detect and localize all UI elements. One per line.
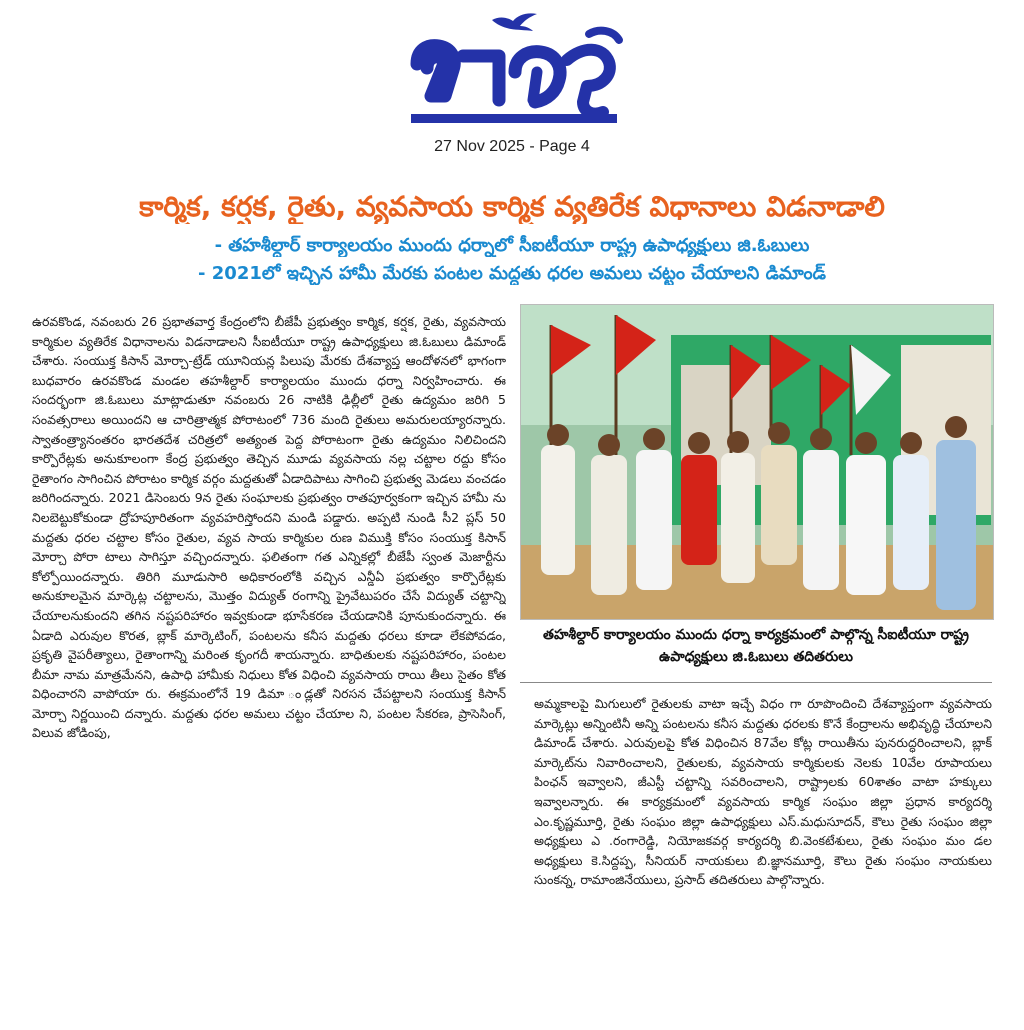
body-text-right: అమ్మకాలపై మిగులులో రైతులకు వాటా ఇచ్చే విధం గా రూపొందించి దేశవ్యాప్తంగా వ్యవసాయ మార్కెట్లు అన్నింటినీ అన్ని పంటలను కనీస మద్దతు ధరలకు కొనే కేంద్రాలను అభివృద్ధి చేయాలని డిమాండ్ చేశారు. ఎరువులపై కోత విధించిన 87వేల కోట్ల రాయితీను పునరుద్ధరించాలని, బ్లాక్ మార్కెట్‌ను నివారించాలని, రైతులకు, వ్యవసాయ కార్మికులకు నెలకు 10వేల రూపాయలు పింఛన్ ఇవ్వాలని, జీఎస్టీ చట్టాన్ని సవరించాలని, రాష్ట్రాలకు 60శాతం వాటా హక్కులు ఇవ్వాలన్నారు. ఈ కార్యక్రమంలో వ్యవసాయ కార్మిక సంఘం జిల్లా ప్రధాన కార్యదర్శి ఎం.కృష్ణమూర్తి, రైతు సంఘం జిల్లా ఉపాధ్యక్షులు ఎస్.మధుసూదన్, కౌలు రైతు సంఘం జిల్లా అధ్యక్షులు ఎ .రంగారెడ్డి, నియోజకవర్గ కార్యదర్శి బి.వెంకటేశులు, రైతు సంఘం మం డల అధ్యక్షులు కె.సిద్దప్ప, సీనియర్ నాయకులు బి.జ్ఞానమూర్తి, కౌలు రైతు సంఘం నాయకులు సుంకన్న, రామాంజినేయులు, ప్రసాద్ తదితరులు పాల్గొన్నారు.: [534, 696, 992, 888]
article-body-left: [32, 312, 506, 1020]
headline: కార్మిక, కర్షక, రైతు, వ్యవసాయ కార్మిక వ్యతిరేక విధానాలు విడనాడాలి: [139, 190, 885, 223]
article-body-right: [534, 694, 992, 1012]
masthead: [0, 6, 1024, 130]
dateline: 27 Nov 2025 - Page 4: [434, 138, 590, 155]
vaartha-logo: [387, 6, 637, 130]
subhead-2: - 2021లో ఇచ్చిన హామీ మేరకు పంటల మద్దతు ధరల అమలు చట్టం చేయాలని డిమాండ్: [198, 263, 826, 284]
logo-underline: [411, 114, 617, 123]
subhead-1: - తహశీల్దార్ కార్యాలయం ముందు ధర్నాలో సీఐటీయూ రాష్ట్ర ఉపాధ్యక్షులు జి.ఓబులు: [214, 235, 810, 256]
body-text-left: ఉరవకొండ, నవంబరు 26 ప్రభాతవార్త కేంద్రంలోని బీజేపీ ప్రభుత్వం కార్మిక, కర్షక, రైతు, వ్యవసాయ కార్మికుల వ్యతిరేక విధానాలను విడనాడాలని సీఐటీయూ రాష్ట్ర ఉపాధ్యక్షులు జి.ఓబులు డిమాండ్ చేశారు. సంయుక్త కిసాన్ మోర్చా-ట్రేడ్ యూనియన్ల పిలుపు మేరకు దేశవ్యాప్త ఆందోళనలో భాగంగా బుధవారం ఉరవకొండ మండల తహశీల్దార్ కార్యాలయం ముందు ధర్నా నిర్వహించారు. ఈ సందర్భంగా జి.ఓబులు మాట్లాడుతూ నవంబరు 26 నాటికి ఢిల్లీలో రైతు ఉద్యమం జరిగి 5 సంవత్సరాలు అయిందని ఆ చారిత్రాత్మక పోరాటంలో 736 మంది రైతులు అమరులయ్యారన్నారు. స్వాతంత్ర్యానంతరం భారతదేశ చరిత్రలో అత్యంత పెద్ద పోరాటంగా రైతు ఉద్యమం నిలిచిందని కార్పొరేట్లకు అనుకూలంగా కేంద్ర ప్రభుత్వం తెచ్చిన మూడు వ్యవసాయ నల్ల చట్టాల రద్దు కోసం రైతాంగం సాగించిన పోరాటం కార్మిక వర్గం మద్దతుతో ఏడాదిపాటు సాగించి ప్రభుత్వ మెడలు వంచడం జరిగిందన్నారు. 2021 డిసెంబరు 9న రైతు సంఘాలకు ప్రభుత్వం రాతపూర్వకంగా ఇచ్చిన హామీ ను నిలబెట్టుకోకుండా ద్రోహపూరితంగా వ్యవహరిస్తోందని మండి పడ్డారు. అప్పటి నుండి సీ2 ప్లస్ 50 మద్దతు ధరల చట్టాల కోసం రైతుల, వ్యవ సాయ కార్మికుల రుణ విముక్తి కోసం సంయుక్త కిసాన్ మోర్చా పోరా టాలు సాగిస్తూ వచ్చిందన్నారు. ఫలితంగా గత ఎన్నికల్లో బీజేపీ స్వంత మెజార్టీను కోల్పోయిందన్నారు. తిరిగి మూడుసారి అధికారంలోకి వచ్చిన ఎన్డీఏ ప్రభుత్వం కార్పొరేట్లకు అనుకూలమైన మార్కెట్ల చట్టాలను, మొత్తం విద్యుత్ రంగాన్ని ప్రైవేటుపరం చేసే విద్యుత్ చట్టాన్ని చేయాలనుకుందని తగిన నష్టపరిహారం ఇవ్వకుండా భూసేకరణ చేయడానికి పూనుకుందన్నారు. ఈ ఏడాది ఎరువుల కొరత, బ్లాక్ మార్కెటింగ్, పంటలను కనీస మద్దతు ధరలు కూడా లేకపోవడం, ప్రకృతి వైపరీత్యాలు, రైతాంగాన్ని మరింత కృంగదీ శాయన్నారు. బాధితులకు నష్టపరిహారం, పంటల బీమా నామ మాత్రమేనని, ఉపాధి హామీకు నిధులు కోత విధించి వ్యవసాయ రాయి తీలు సైతం కోత విధించారని వాపోయా రు. ఈక్రమంలోనే 19 డిమా ండ్లతో నిరసన చేపట్టాలని సంయుక్త కిసాన్ మోర్చా నిర్ణయించి దన్నారు. మద్దతు ధరల అమలు చట్టం చేయాల ని, పంటల సేకరణ, ప్రాసెసింగ్, విలువ జోడింపు,: [32, 314, 506, 741]
dove-icon: [492, 13, 537, 31]
logo-glyphs: [417, 31, 619, 114]
protest-photo: [520, 304, 994, 620]
photo-illustration: [521, 305, 993, 619]
photo-caption: తహశీల్దార్ కార్యాలయం ముందు ధర్నా కార్యక్రమంలో పాల్గొన్న సీఐటీయూ రాష్ట్ర ఉపాధ్యక్షులు జి.ఓబులు తదితరులు: [520, 624, 992, 683]
